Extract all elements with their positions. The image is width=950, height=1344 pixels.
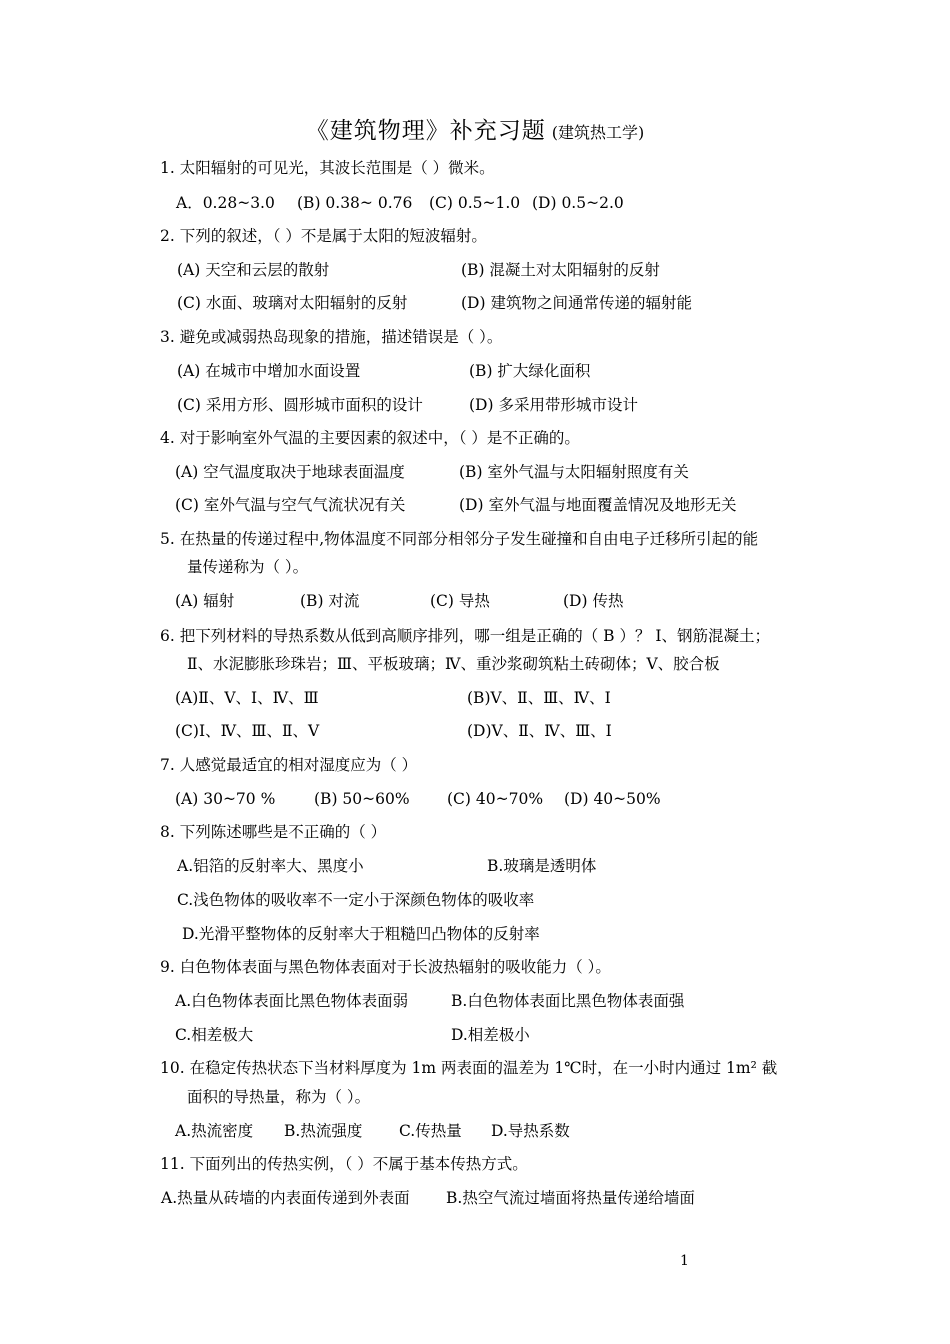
question-6-option-d: (D)Ⅴ、Ⅱ、Ⅳ、Ⅲ、Ⅰ — [467, 722, 612, 740]
question-11-stem: 11. 下面列出的传热实例，（ ）不属于基本传热方式。 — [160, 1155, 528, 1173]
question-10-option-a: A.热流密度 — [175, 1122, 254, 1140]
question-5-stem-line-1: 5. 在热量的传递过程中,物体温度不同部分相邻分子发生碰撞和自由电子迁移所引起的能 — [160, 530, 759, 548]
question-3-option-a: (A) 在城市中增加水面设置 — [177, 362, 361, 380]
question-2-option-c: (C) 水面、玻璃对太阳辐射的反射 — [177, 294, 408, 312]
question-6-stem-line-2: Ⅱ、水泥膨胀珍珠岩；Ⅲ、平板玻璃；Ⅳ、重沙浆砌筑粘土砖砌体；Ⅴ、胶合板 — [187, 655, 720, 673]
question-7-option-c: (C) 40~70% — [447, 790, 544, 808]
question-8-option-a: A.铝箔的反射率大、黑度小 — [177, 857, 364, 875]
question-5-option-d: (D) 传热 — [563, 592, 624, 610]
question-1-option-b: (B) 0.38~ 0.76 — [297, 194, 413, 212]
question-4-option-a: (A) 空气温度取决于地球表面温度 — [175, 463, 405, 481]
question-3-stem: 3. 避免或减弱热岛现象的措施，描述错误是（ ）。 — [160, 328, 503, 346]
question-2-stem: 2. 下列的叙述，（ ）不是属于太阳的短波辐射。 — [160, 227, 487, 245]
page-number: 1 — [680, 1253, 689, 1269]
question-5-option-a: (A) 辐射 — [175, 592, 235, 610]
question-4-stem: 4. 对于影响室外气温的主要因素的叙述中，（ ）是不正确的。 — [160, 429, 580, 447]
question-6-option-b: (B)Ⅴ、Ⅱ、Ⅲ、Ⅳ、Ⅰ — [467, 689, 611, 707]
question-4-option-b: (B) 室外气温与太阳辐射照度有关 — [459, 463, 689, 481]
page-title — [0, 112, 950, 145]
question-10-option-c: C.传热量 — [399, 1122, 462, 1140]
question-6-option-a: (A)Ⅱ、Ⅴ、Ⅰ、Ⅳ、Ⅲ — [175, 689, 319, 707]
question-8-option-b: B.玻璃是透明体 — [487, 857, 597, 875]
question-9-stem: 9. 白色物体表面与黑色物体表面对于长波热辐射的吸收能力（ ）。 — [160, 958, 611, 976]
question-1-option-c: (C) 0.5~1.0 — [429, 194, 521, 212]
question-10-stem-line-2: 面积的导热量，称为（ ）。 — [187, 1088, 371, 1106]
question-10-stem-line-1: 10. 在稳定传热状态下当材料厚度为 1m 两表面的温差为 1℃时，在一小时内通过 1m² 截 — [160, 1059, 778, 1077]
question-11-option-b: B.热空气流过墙面将热量传递给墙面 — [446, 1189, 695, 1207]
question-1-option-a: A．0.28~3.0 — [176, 194, 275, 212]
question-2-option-a: (A) 天空和云层的散射 — [177, 261, 330, 279]
question-3-option-c: (C) 采用方形、圆形城市面积的设计 — [177, 396, 423, 414]
question-5-option-b: (B) 对流 — [300, 592, 360, 610]
question-6-option-c: (C)Ⅰ、Ⅳ、Ⅲ、Ⅱ、Ⅴ — [175, 722, 320, 740]
question-8-option-d: D.光滑平整物体的反射率大于粗糙凹凸物体的反射率 — [182, 925, 540, 943]
title-main: 《建筑物理》补充习题 — [305, 118, 546, 144]
question-5-option-c: (C) 导热 — [430, 592, 490, 610]
title-subtitle: (建筑热工学) — [551, 123, 645, 142]
question-10-option-d: D.导热系数 — [491, 1122, 570, 1140]
question-5-stem-line-2: 量传递称为（ ）。 — [187, 558, 309, 576]
question-1-option-d: (D) 0.5~2.0 — [532, 194, 624, 212]
question-9-option-d: D.相差极小 — [451, 1026, 530, 1044]
question-2-option-b: (B) 混凝土对太阳辐射的反射 — [461, 261, 660, 279]
question-3-option-d: (D) 多采用带形城市设计 — [469, 396, 638, 414]
question-11-option-a: A.热量从砖墙的内表面传递到外表面 — [161, 1189, 410, 1207]
question-1-stem: 1. 太阳辐射的可见光，其波长范围是（ ）微米。 — [160, 159, 495, 177]
question-3-option-b: (B) 扩大绿化面积 — [469, 362, 591, 380]
question-4-option-c: (C) 室外气温与空气气流状况有关 — [175, 496, 406, 514]
question-7-option-b: (B) 50~60% — [314, 790, 410, 808]
question-9-option-c: C.相差极大 — [175, 1026, 254, 1044]
question-4-option-d: (D) 室外气温与地面覆盖情况及地形无关 — [459, 496, 737, 514]
question-7-option-a: (A) 30~70 % — [175, 790, 276, 808]
question-9-option-b: B.白色物体表面比黑色物体表面强 — [451, 992, 685, 1010]
question-7-stem: 7. 人感觉最适宜的相对湿度应为（ ） — [160, 756, 418, 774]
question-8-option-c: C.浅色物体的吸收率不一定小于深颜色物体的吸收率 — [177, 891, 535, 909]
question-8-stem: 8. 下列陈述哪些是不正确的（ ） — [160, 823, 387, 841]
question-7-option-d: (D) 40~50% — [564, 790, 661, 808]
question-10-option-b: B.热流强度 — [284, 1122, 363, 1140]
question-6-stem-line-1: 6. 把下列材料的导热系数从低到高顺序排列，哪一组是正确的（ B ）？ Ⅰ、钢筋混凝土； — [160, 627, 771, 645]
question-9-option-a: A.白色物体表面比黑色物体表面弱 — [175, 992, 409, 1010]
question-2-option-d: (D) 建筑物之间通常传递的辐射能 — [461, 294, 692, 312]
